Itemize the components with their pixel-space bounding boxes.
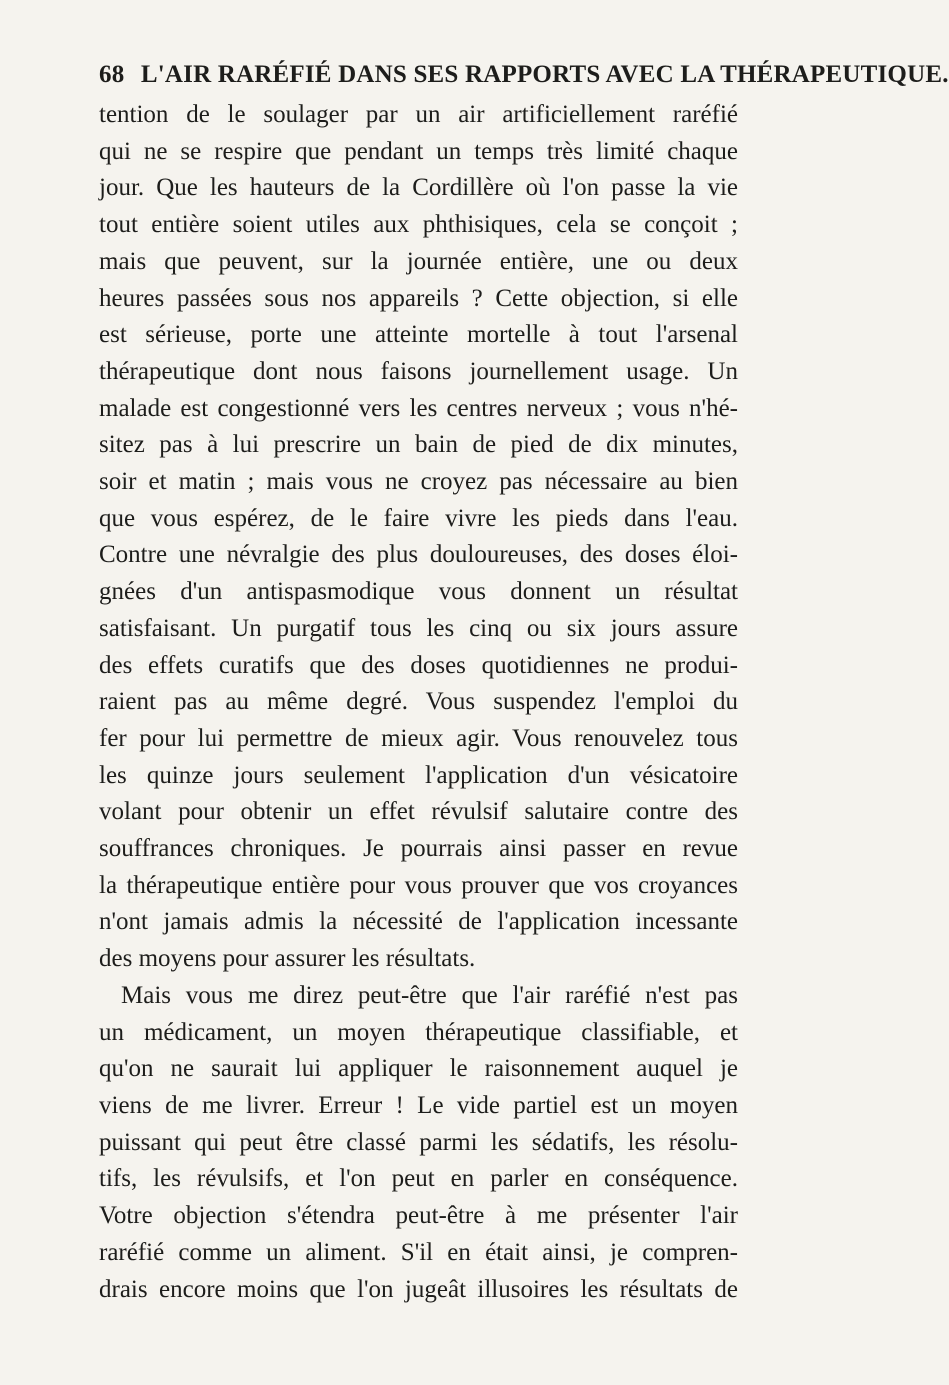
page-number: 68 [99,61,125,88]
paragraph-2 [99,978,738,1308]
text-line: raient pas au même degré. Vous suspendez l'emploi du [99,688,738,716]
text-line: viens de me livrer. Erreur ! Le vide partiel est un moyen [99,1091,738,1119]
text-line: Votre objection s'étendra peut-être à me présenter l'air [99,1202,738,1230]
text-line: raréfié comme un aliment. S'il en était ainsi, je compren- [99,1238,738,1266]
text-line: est sérieuse, porte une atteinte mortelle à tout l'arsenal [99,321,738,349]
text-line: satisfaisant. Un purgatif tous les cinq ou six jours assure [99,614,738,642]
text-line: malade est congestionné vers les centres nerveux ; vous n'hé- [99,394,738,422]
running-head [99,60,949,90]
text-line: des effets curatifs que des doses quotidiennes ne produi- [99,651,738,679]
text-line: un médicament, un moyen thérapeutique classifiable, et [99,1018,738,1046]
text-line: heures passées sous nos appareils ? Cette objection, si elle [99,284,738,312]
text-line: sitez pas à lui prescrire un bain de pied de dix minutes, [99,431,738,459]
text-line: tention de le soulager par un air artificiellement raréfié [99,101,738,128]
text-line: gnées d'un antispasmodique vous donnent un résultat [99,578,738,606]
text-line: Mais vous me direz peut-être que l'air raréfié n'est pas [121,981,738,1009]
text-line: thérapeutique dont nous faisons journellement usage. Un [99,357,738,385]
text-line: souffrances chroniques. Je pourrais ainsi passer en revue [99,835,738,863]
text-line: que vous espérez, de le faire vivre les pieds dans l'eau. [99,504,738,532]
text-line: tout entière soient utiles aux phthisiques, cela se conçoit ; [99,211,738,239]
text-line: qu'on ne saurait lui appliquer le raisonnement auquel je [99,1055,738,1083]
text-line: les quinze jours seulement l'application d'un vésicatoire [99,761,738,789]
text-line: volant pour obtenir un effet révulsif salutaire contre des [99,798,738,826]
text-line: la thérapeutique entière pour vous prouver que vos croyances [99,871,738,899]
text-line: des moyens pour assurer les résultats. [99,945,476,973]
text-line: puissant qui peut être classé parmi les sédatifs, les résolu- [99,1128,738,1156]
text-line: tifs, les révulsifs, et l'on peut en parler en conséquence. [99,1165,738,1193]
text-line: mais que peuvent, sur la journée entière, une ou deux [99,247,738,275]
body-text [99,97,738,1308]
text-line: Contre une névralgie des plus douloureuses, des doses éloi- [99,541,738,569]
running-head-title: L'AIR RARÉFIÉ DANS SES RAPPORTS AVEC LA THÉRAPEUTIQUE. [140,61,949,88]
text-line: qui ne se respire que pendant un temps très limité chaque [99,137,738,165]
text-line: fer pour lui permettre de mieux agir. Vous renouvelez tous [99,724,738,752]
text-line: soir et matin ; mais vous ne croyez pas nécessaire au bien [99,468,738,496]
text-line: jour. Que les hauteurs de la Cordillère où l'on passe la vie [99,174,738,202]
text-line: n'ont jamais admis la nécessité de l'application incessante [99,908,738,936]
text-line: drais encore moins que l'on jugeât illusoires les résultats de [99,1275,738,1303]
paragraph-1 [99,97,738,978]
